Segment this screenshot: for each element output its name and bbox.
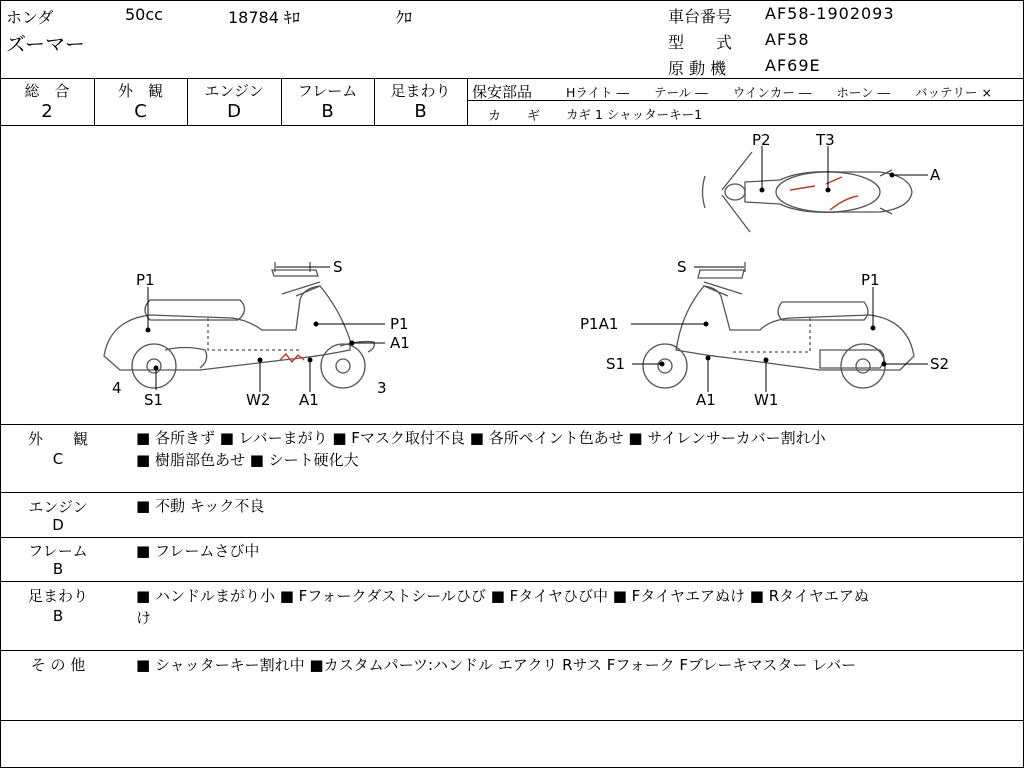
remark-engine-label: エンジン <box>28 498 88 516</box>
label-right-a1: A1 <box>696 391 716 409</box>
grade-engine-label: エンジン <box>204 82 264 100</box>
label-left-p1-front: P1 <box>390 315 409 333</box>
label-left-3: 3 <box>377 379 387 397</box>
label-left-p1: P1 <box>136 271 155 289</box>
grade-suspension-label: 足まわり <box>390 82 451 100</box>
remark-exterior-grade: C <box>52 450 64 468</box>
grade-exterior-label: 外 観 <box>117 82 163 100</box>
remark-suspension-grade: B <box>52 607 64 625</box>
label-left-s: S <box>333 258 343 276</box>
frame-no-label: 車台番号 <box>668 7 733 26</box>
displacement: 50cc <box>125 5 163 24</box>
label-right-p1a1: P1A1 <box>580 315 619 333</box>
grade-overall-value: 2 <box>41 101 53 122</box>
remark-exterior-label: 外 観 <box>27 430 88 448</box>
frame-no-value: AF58-1902093 <box>765 4 895 23</box>
remark-other-line-1: ■ シャッターキー割れ中 ■カスタムパーツ:ハンドル エアクリ Rサス Fフォーク Fブレーキマスター レバー <box>136 656 857 674</box>
remark-exterior-line-1: ■ 各所きず ■ レバーまがり ■ Fマスク取付不良 ■ 各所ペイント色あせ ■ サイレンサーカバー割れ小 <box>136 429 826 447</box>
divider-line <box>0 492 1024 493</box>
remark-frame-label: フレーム <box>28 542 88 560</box>
divider-line <box>0 424 1024 425</box>
top-view-scooter <box>703 152 913 232</box>
remark-exterior-line-2: ■ 樹脂部色あせ ■ シート硬化大 <box>136 451 359 469</box>
safety-title: 保安部品 <box>472 83 533 101</box>
label-left-a1: A1 <box>299 391 319 409</box>
color: ｸﾛ <box>396 8 413 27</box>
label-top-a: A <box>930 166 941 184</box>
model-name: ズーマー <box>6 32 85 56</box>
label-left-4: 4 <box>112 379 122 397</box>
label-left-a1-front: A1 <box>390 334 410 352</box>
divider-line <box>0 78 1024 79</box>
remark-other-label: そ の 他 <box>30 656 86 674</box>
divider-line <box>0 650 1024 651</box>
safety-items: Hライト ― テール ― ウインカー ― ホーン ― バッテリー × <box>566 85 992 100</box>
label-top-p2: P2 <box>752 131 771 149</box>
label-right-s: S <box>677 258 687 276</box>
divider-line <box>0 581 1024 582</box>
remark-engine-line-1: ■ 不動 キック不良 <box>136 497 265 515</box>
divider-line <box>0 720 1024 721</box>
grade-exterior-value: C <box>134 101 147 122</box>
engine-value: AF69E <box>765 56 821 75</box>
type-value: AF58 <box>765 30 810 49</box>
key-label: カ ギ <box>488 109 541 124</box>
remark-frame-grade: B <box>52 560 64 578</box>
type-label: 型 式 <box>668 33 733 52</box>
maker: ホンダ <box>6 8 54 27</box>
scooter-diagram <box>0 126 1024 424</box>
label-left-w2: W2 <box>246 391 271 409</box>
remark-suspension-line-1: ■ ハンドルまがり小 ■ Fフォークダストシールひび ■ Fタイヤひび中 ■ Fタイヤエアぬけ ■ Rタイヤエアぬ <box>136 587 869 605</box>
key-value: カギ 1 シャッターキー1 <box>566 107 703 122</box>
engine-label: 原 動 機 <box>668 59 727 78</box>
label-right-s2: S2 <box>930 355 950 373</box>
remark-frame-line-1: ■ フレームさび中 <box>136 542 260 560</box>
label-left-s1: S1 <box>144 391 164 409</box>
label-top-t3: T3 <box>816 131 835 149</box>
remark-suspension-label: 足まわり <box>27 587 88 605</box>
mileage: 18784 ｷﾛ <box>228 8 300 27</box>
grade-overall-label: 総 合 <box>24 82 70 100</box>
remark-engine-grade: D <box>52 516 64 534</box>
grade-frame-label: フレーム <box>297 82 358 100</box>
label-right-s1: S1 <box>606 355 626 373</box>
divider-line <box>0 537 1024 538</box>
grade-suspension-value: B <box>414 101 427 122</box>
damage-marks <box>280 177 858 362</box>
grade-engine-value: D <box>227 101 241 122</box>
label-right-p1: P1 <box>861 271 880 289</box>
grade-frame-value: B <box>321 101 334 122</box>
divider-line <box>467 78 468 125</box>
label-right-w1: W1 <box>754 391 779 409</box>
remark-suspension-line-2: け <box>136 609 152 627</box>
